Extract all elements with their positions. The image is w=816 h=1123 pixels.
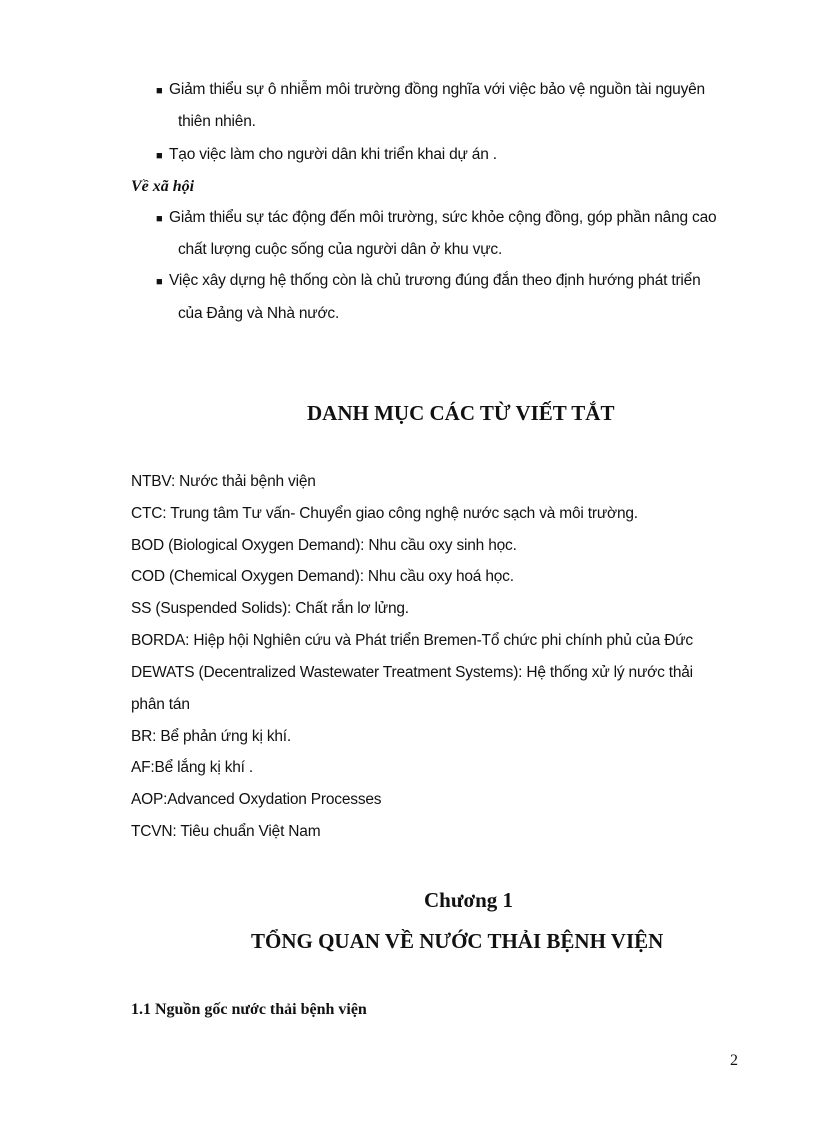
- bullet-env-2-line1: Tạo việc làm cho người dân khi triển khai dự án .: [169, 146, 497, 163]
- abbreviation-item: SS (Suspended Solids): Chất rắn lơ lửng.: [131, 600, 409, 617]
- bullet-social-1-line1: Giảm thiểu sự tác động đến môi trường, sức khỏe cộng đồng, góp phần nâng cao: [169, 209, 717, 226]
- bullet-marker: ■: [156, 213, 163, 225]
- bullet-social-2-line2: của Đảng và Nhà nước.: [178, 305, 340, 322]
- abbreviation-item: AF:Bể lắng kị khí .: [131, 759, 253, 776]
- abbreviation-item: BR: Bể phản ứng kị khí.: [131, 728, 292, 745]
- abbreviation-item: DEWATS (Decentralized Wastewater Treatment Systems): Hệ thống xử lý nước thải: [131, 664, 693, 681]
- abbreviation-item: BORDA: Hiệp hội Nghiên cứu và Phát triển Bremen-Tổ chức phi chính phủ của Đức: [131, 632, 693, 649]
- bullet-marker: ■: [156, 85, 163, 97]
- section-title: 1.1 Nguồn gốc nước thải bệnh viện: [131, 1001, 367, 1018]
- abbreviation-item: COD (Chemical Oxygen Demand): Nhu cầu oxy hoá học.: [131, 568, 514, 585]
- abbreviation-item: phân tán: [131, 696, 190, 713]
- chapter-label: Chương 1: [424, 888, 514, 912]
- bullet-env-1-line1: Giảm thiểu sự ô nhiễm môi trường đồng nghĩa với việc bảo vệ nguồn tài nguyên: [169, 81, 705, 98]
- chapter-title: TỔNG QUAN VỀ NƯỚC THẢI BỆNH VIỆN: [251, 929, 664, 953]
- bullet-env-1-line2: thiên nhiên.: [178, 113, 256, 130]
- abbreviation-item: NTBV: Nước thải bệnh viện: [131, 473, 316, 490]
- abbreviation-item: AOP:Advanced Oxydation Processes: [131, 791, 382, 808]
- bullet-marker: ■: [156, 150, 163, 162]
- abbreviation-item: BOD (Biological Oxygen Demand): Nhu cầu oxy sinh học.: [131, 537, 517, 554]
- bullet-marker: ■: [156, 276, 163, 288]
- abbreviations-title: DANH MỤC CÁC TỪ VIẾT TẮT: [307, 401, 615, 425]
- bullet-social-1-line2: chất lượng cuộc sống của người dân ở khu vực.: [178, 241, 503, 258]
- social-heading: Về xã hội: [131, 178, 195, 195]
- bullet-social-2-line1: Việc xây dựng hệ thống còn là chủ trương đúng đắn theo định hướng phát triển: [169, 272, 701, 289]
- abbreviation-item: CTC: Trung tâm Tư vấn- Chuyển giao công nghệ nước sạch và môi trường.: [131, 505, 638, 522]
- page-number: 2: [730, 1052, 738, 1069]
- abbreviation-item: TCVN: Tiêu chuẩn Việt Nam: [131, 823, 321, 840]
